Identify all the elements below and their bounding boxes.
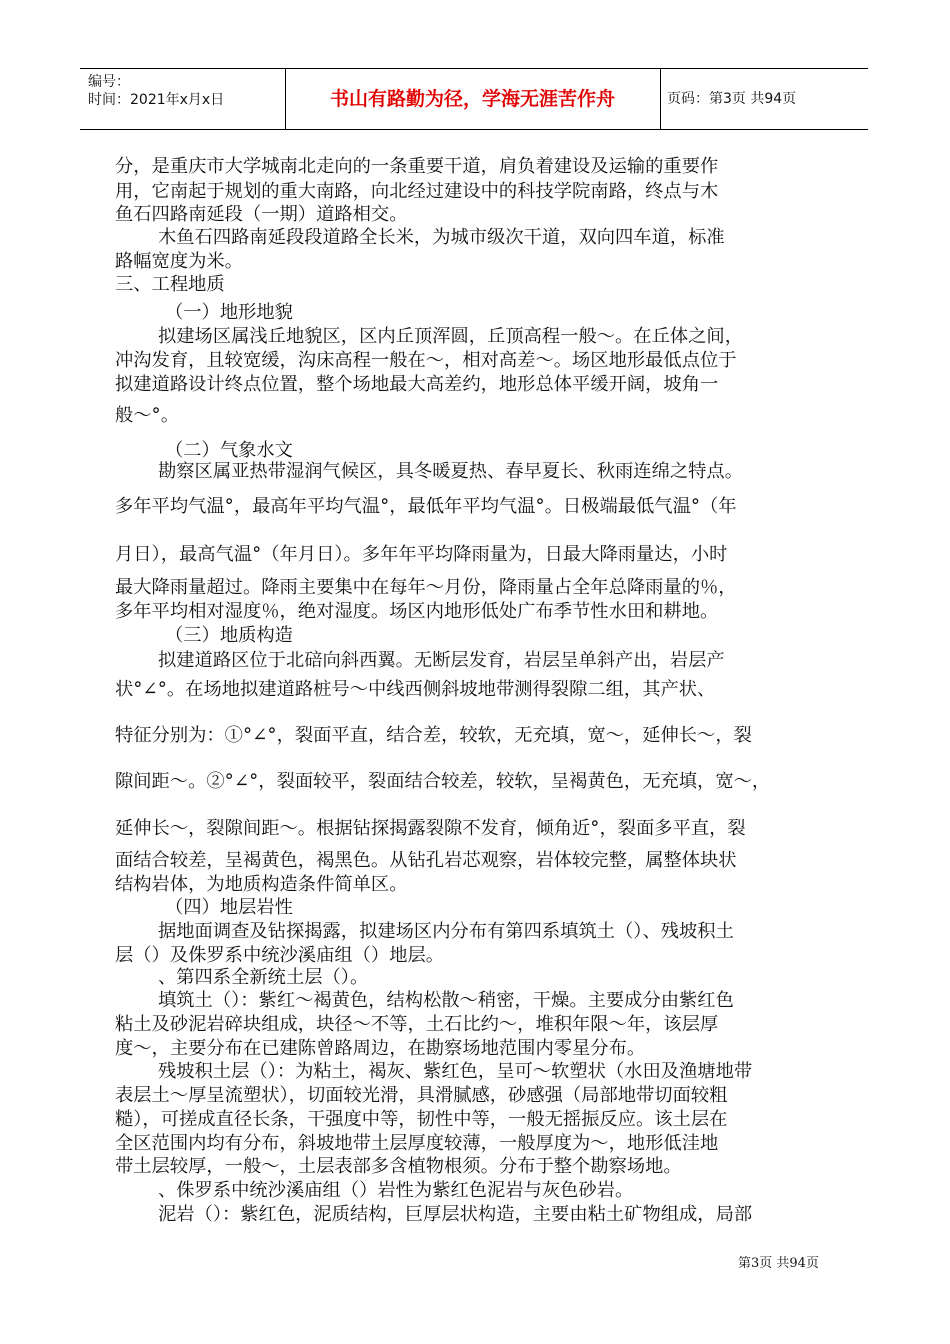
text-line: 月日），最高气温°（年月日）。多年年平均降雨量为，日最大降雨量达，小时 [115, 544, 728, 565]
text-line: 残坡积土层（）：为粘土，褐灰、紫红色，呈可～软塑状（水田及渔塘地带 [158, 1061, 753, 1082]
header-meta [80, 69, 285, 129]
text-line: 面结合较差，呈褐黄色，褐黑色。从钻孔岩芯观察，岩体较完整，属整体块状 [115, 850, 737, 871]
text-line: 表层土～厚呈流塑状），切面较光滑，具滑腻感，砂感强（局部地带切面较粗 [115, 1085, 728, 1106]
text-line: 冲沟发育，且较宽缓，沟床高程一般在～，相对高差～。场区地形最低点位于 [115, 350, 737, 371]
page-footer: 第3页 共94页 [738, 1256, 819, 1271]
text-line: 拟建道路区位于北碚向斜西翼。无断层发育，岩层呈单斜产出，岩层产 [158, 650, 725, 671]
text-line: 糙），可搓成直径长条，干强度中等，韧性中等，一般无摇振反应。该土层在 [115, 1109, 728, 1130]
text-line: 粘土及砂泥岩碎块组成，块径～不等，土石比约～，堆积年限～年，该层厚 [115, 1014, 719, 1035]
text-line: 填筑土（）：紫红～褐黄色，结构松散～稍密，干燥。主要成分由紫红色 [158, 990, 734, 1011]
text-line: 、侏罗系中统沙溪庙组（）岩性为紫红色泥岩与灰色砂岩。 [158, 1180, 634, 1201]
text-line: 拟建场区属浅丘地貌区，区内丘顶浑圆，丘顶高程一般～。在丘体之间， [158, 326, 743, 347]
text-line: 多年平均相对湿度％，绝对湿度。场区内地形低处广布季节性水田和耕地。 [115, 601, 719, 622]
text-line: 、第四系全新统土层（）。 [158, 967, 369, 988]
subsection-heading: （三）地质构造 [165, 625, 293, 646]
text-line: 状°∠°。在场地拟建道路桩号～中线西侧斜坡地带测得裂隙二组，其产状、 [115, 679, 716, 700]
text-line: 度～，主要分布在已建陈曾路周边，在勘察场地范围内零星分布。 [115, 1038, 646, 1059]
text-line: 路幅宽度为米。 [115, 251, 243, 272]
subsection-heading: （二）气象水文 [165, 440, 293, 461]
text-line: 多年平均气温°，最高年平均气温°，最低年平均气温°。日极端最低气温°（年 [115, 496, 737, 517]
text-line: 最大降雨量超过。降雨主要集中在每年～月份，降雨量占全年总降雨量的％， [115, 577, 737, 598]
text-line: 特征分别为：①°∠°，裂面平直，结合差，较软，无充填，宽～，延伸长～，裂 [115, 725, 752, 746]
text-line: 拟建道路设计终点位置，整个场地最大高差约，地形总体平缓开阔，坡角一 [115, 374, 719, 395]
text-line: 勘察区属亚热带湿润气候区，具冬暖夏热、春早夏长、秋雨连绵之特点。 [158, 461, 743, 482]
text-line: 用，它南起于规划的重大南路，向北经过建设中的科技学院南路，终点与木 [115, 181, 719, 202]
text-line: 般～°。 [115, 405, 179, 426]
text-line: 延伸长～，裂隙间距～。根据钻探揭露裂隙不发育，倾角近°，裂面多平直，裂 [115, 818, 746, 839]
text-line: 全区范围内均有分布，斜坡地带土层厚度较薄，一般厚度为～，地形低洼地 [115, 1133, 719, 1154]
text-line: 隙间距～。②°∠°，裂面较平，裂面结合较差，较软，呈褐黄色，无充填，宽～， [115, 771, 771, 792]
text-line: 层（）及侏罗系中统沙溪庙组（）地层。 [115, 945, 445, 966]
text-line: 鱼石四路南延段（一期）道路相交。 [115, 204, 408, 225]
header-page-label: 页码：第3页 共94页 [667, 91, 797, 107]
number-label: 编号： [88, 74, 130, 90]
subsection-heading: （四）地层岩性 [165, 897, 293, 918]
page-header [80, 68, 868, 130]
header-motto: 书山有路勤为径，学海无涯苦作舟 [329, 88, 615, 110]
section-heading: 三、工程地质 [115, 274, 225, 295]
text-line: 带土层较厚，一般～，土层表部多含植物根须。分布于整个勘察场地。 [115, 1156, 682, 1177]
text-line: 木鱼石四路南延段段道路全长米，为城市级次干道，双向四车道，标准 [158, 227, 725, 248]
date-label: 时间：2021年x月x日 [88, 92, 225, 108]
text-line: 结构岩体，为地质构造条件简单区。 [115, 874, 408, 895]
subsection-heading: （一）地形地貌 [165, 302, 293, 323]
text-line: 据地面调查及钻探揭露，拟建场区内分布有第四系填筑土（）、残坡积土 [158, 921, 734, 942]
text-line: 泥岩（）：紫红色，泥质结构，巨厚层状构造，主要由粘土矿物组成，局部 [158, 1204, 753, 1225]
text-line: 分，是重庆市大学城南北走向的一条重要干道，肩负着建设及运输的重要作 [115, 156, 719, 177]
